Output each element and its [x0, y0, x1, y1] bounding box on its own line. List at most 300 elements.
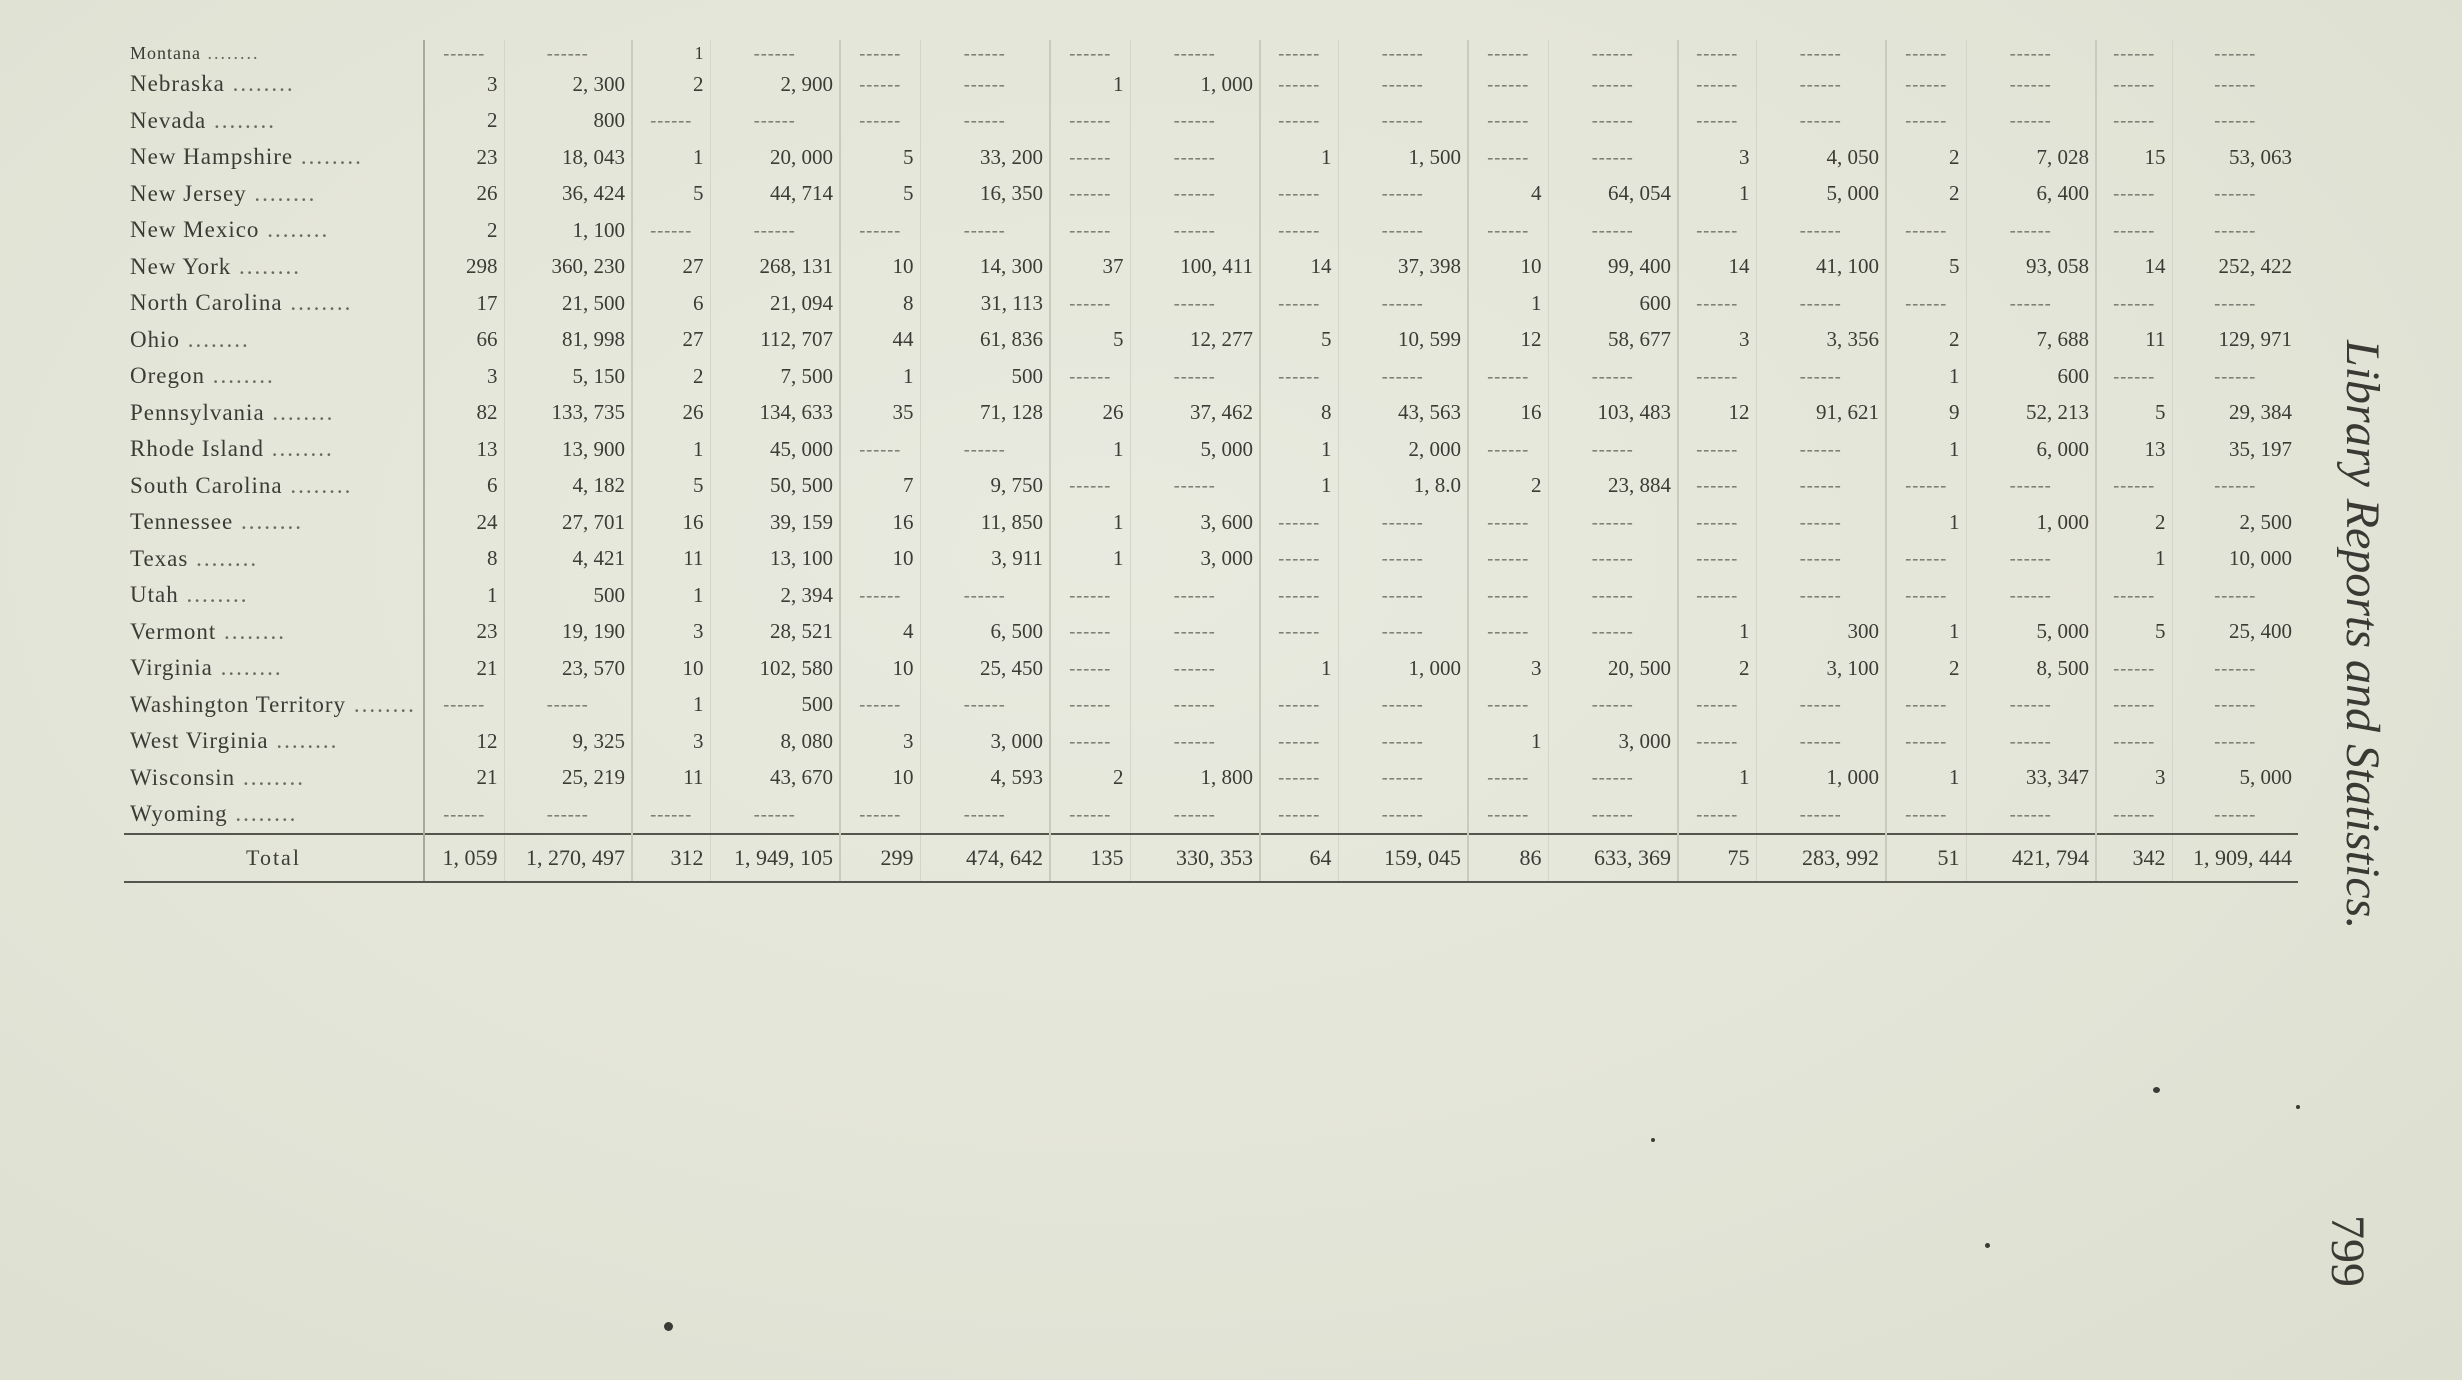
table-cell: 500	[504, 577, 632, 614]
empty-cell: ------	[1548, 40, 1678, 66]
table-cell: 1, 000	[1338, 650, 1468, 687]
empty-cell: ------	[710, 212, 840, 249]
table-row	[124, 504, 2298, 541]
table-cell: 600	[1548, 285, 1678, 322]
table-cell: 7, 028	[1966, 139, 2096, 176]
empty-cell: ------	[632, 796, 710, 834]
table-cell: 1, 000	[1966, 504, 2096, 541]
dot-leader: ........	[204, 363, 275, 389]
table-cell: 2	[2096, 504, 2172, 541]
table-cell: 2	[1050, 760, 1130, 797]
dot-leader: ........	[212, 655, 283, 681]
table-cell: 21, 094	[710, 285, 840, 322]
table-cell: 14	[1678, 249, 1756, 286]
table-row	[124, 796, 2298, 834]
empty-cell: ------	[1050, 723, 1130, 760]
empty-cell: ------	[1050, 358, 1130, 395]
table-cell: 2, 900	[710, 66, 840, 103]
empty-cell: ------	[1260, 358, 1338, 395]
dot-leader: ........	[224, 71, 295, 97]
table-cell: 8	[840, 285, 920, 322]
table-cell: 20, 500	[1548, 650, 1678, 687]
table-cell: 23	[424, 139, 504, 176]
table-cell: 8, 080	[710, 723, 840, 760]
empty-cell: ------	[1966, 66, 2096, 103]
table-cell: 10	[840, 760, 920, 797]
state-name	[124, 468, 424, 505]
empty-cell: ------	[710, 103, 840, 140]
state-name	[124, 285, 424, 322]
empty-cell: ------	[1468, 796, 1548, 834]
empty-cell: ------	[1260, 504, 1338, 541]
table-cell: 28, 521	[710, 614, 840, 651]
table-cell: 102, 580	[710, 650, 840, 687]
empty-cell: ------	[1548, 796, 1678, 834]
empty-cell: ------	[1260, 103, 1338, 140]
table-cell: 2	[1886, 322, 1966, 359]
empty-cell: ------	[1050, 796, 1130, 834]
empty-cell: ------	[840, 687, 920, 724]
empty-cell: ------	[1886, 212, 1966, 249]
empty-cell: ------	[1130, 358, 1260, 395]
table-row	[124, 760, 2298, 797]
empty-cell: ------	[1548, 687, 1678, 724]
empty-cell: ------	[1886, 577, 1966, 614]
table-cell: 6, 000	[1966, 431, 2096, 468]
print-speck	[664, 1322, 673, 1331]
empty-cell: ------	[840, 103, 920, 140]
table-cell: 2, 000	[1338, 431, 1468, 468]
print-speck	[2296, 1105, 2300, 1109]
state-name	[124, 212, 424, 249]
table-cell: 5	[1886, 249, 1966, 286]
empty-cell: ------	[2172, 212, 2298, 249]
table-cell: 7	[840, 468, 920, 505]
empty-cell: ------	[1966, 687, 2096, 724]
empty-cell: ------	[1756, 468, 1886, 505]
empty-cell: ------	[1260, 723, 1338, 760]
empty-cell: ------	[1050, 687, 1130, 724]
table-cell: 41, 100	[1756, 249, 1886, 286]
total-label	[124, 834, 424, 882]
empty-cell: ------	[920, 66, 1050, 103]
table-cell: 10	[840, 249, 920, 286]
table-cell: 6, 400	[1966, 176, 2096, 213]
empty-cell: ------	[1338, 212, 1468, 249]
table-row	[124, 541, 2298, 578]
state-name-text: New Hampshire	[130, 144, 294, 170]
table-cell: 6, 500	[920, 614, 1050, 651]
table-cell: 91, 621	[1756, 395, 1886, 432]
state-name	[124, 650, 424, 687]
empty-cell: ------	[1756, 541, 1886, 578]
table-row	[124, 687, 2298, 724]
table-cell: 61, 836	[920, 322, 1050, 359]
empty-cell: ------	[1548, 541, 1678, 578]
empty-cell: ------	[1338, 760, 1468, 797]
table-cell: 5	[2096, 614, 2172, 651]
table-body	[124, 40, 2298, 882]
empty-cell: ------	[1678, 40, 1756, 66]
table-cell: 4	[840, 614, 920, 651]
state-name-text: Oregon	[130, 363, 205, 389]
empty-cell: ------	[1678, 66, 1756, 103]
table-cell: 1	[1678, 614, 1756, 651]
table-cell: 133, 735	[504, 395, 632, 432]
empty-cell: ------	[1966, 212, 2096, 249]
table-cell: 8, 500	[1966, 650, 2096, 687]
empty-cell: ------	[1678, 358, 1756, 395]
empty-cell: ------	[1756, 212, 1886, 249]
table-cell: 4, 050	[1756, 139, 1886, 176]
empty-cell: ------	[1548, 760, 1678, 797]
table-cell: 20, 000	[710, 139, 840, 176]
empty-cell: ------	[1260, 66, 1338, 103]
table-cell: 21, 500	[504, 285, 632, 322]
table-cell: 1	[632, 40, 710, 66]
table-row	[124, 614, 2298, 651]
empty-cell: ------	[1130, 614, 1260, 651]
table-cell: 1	[632, 577, 710, 614]
empty-cell: ------	[2096, 285, 2172, 322]
table-cell: 600	[1966, 358, 2096, 395]
empty-cell: ------	[840, 577, 920, 614]
table-cell: 1	[1260, 139, 1338, 176]
table-cell: 100, 411	[1130, 249, 1260, 286]
table-cell: 16	[1468, 395, 1548, 432]
dot-leader: ........	[346, 691, 416, 717]
table-cell: 9, 325	[504, 723, 632, 760]
table-cell: 135	[1050, 834, 1130, 882]
table-cell: 3	[424, 358, 504, 395]
empty-cell: ------	[1886, 541, 1966, 578]
empty-cell: ------	[1966, 723, 2096, 760]
empty-cell: ------	[1338, 358, 1468, 395]
empty-cell: ------	[1468, 139, 1548, 176]
table-cell: 3, 600	[1130, 504, 1260, 541]
table-cell: 1, 8.0	[1338, 468, 1468, 505]
empty-cell: ------	[504, 687, 632, 724]
table-row	[124, 66, 2298, 103]
empty-cell: ------	[840, 212, 920, 249]
table-cell: 13, 900	[504, 431, 632, 468]
empty-cell: ------	[1260, 796, 1338, 834]
table-cell: 4	[1468, 176, 1548, 213]
empty-cell: ------	[1678, 468, 1756, 505]
empty-cell: ------	[1756, 103, 1886, 140]
table-cell: 1	[1886, 504, 1966, 541]
table-cell: 99, 400	[1548, 249, 1678, 286]
table-cell: 24	[424, 504, 504, 541]
table-row	[124, 358, 2298, 395]
table-cell: 86	[1468, 834, 1548, 882]
empty-cell: ------	[710, 40, 840, 66]
dot-leader: ........	[264, 399, 335, 425]
empty-cell: ------	[1338, 723, 1468, 760]
table-cell: 10, 000	[2172, 541, 2298, 578]
empty-cell: ------	[1756, 285, 1886, 322]
table-cell: 44	[840, 322, 920, 359]
table-cell: 3, 100	[1756, 650, 1886, 687]
table-cell: 1	[632, 431, 710, 468]
page-number: 799	[2321, 1215, 2374, 1287]
dot-leader: ........	[293, 144, 363, 170]
table-row	[124, 285, 2298, 322]
table-cell: 35	[840, 395, 920, 432]
table-cell: 1	[1050, 431, 1130, 468]
table-cell: 633, 369	[1548, 834, 1678, 882]
table-cell: 10	[840, 541, 920, 578]
table-cell: 1, 949, 105	[710, 834, 840, 882]
empty-cell: ------	[920, 103, 1050, 140]
table-cell: 1	[1050, 504, 1130, 541]
dot-leader: ........	[259, 217, 330, 243]
empty-cell: ------	[1678, 723, 1756, 760]
empty-cell: ------	[1130, 796, 1260, 834]
empty-cell: ------	[1966, 103, 2096, 140]
table-cell: 11	[632, 541, 710, 578]
empty-cell: ------	[1260, 577, 1338, 614]
state-name	[124, 577, 424, 614]
table-cell: 1, 100	[504, 212, 632, 249]
table-cell: 23, 884	[1548, 468, 1678, 505]
state-name-text: Nebraska	[130, 71, 225, 97]
table-cell: 27	[632, 249, 710, 286]
state-name-text: Virginia	[130, 655, 213, 681]
table-cell: 19, 190	[504, 614, 632, 651]
empty-cell: ------	[1338, 103, 1468, 140]
table-cell: 1	[1050, 66, 1130, 103]
state-name-text: Montana	[130, 42, 201, 63]
table-cell: 3	[424, 66, 504, 103]
table-cell: 500	[710, 687, 840, 724]
table-cell: 5, 000	[1130, 431, 1260, 468]
table-cell: 1	[1886, 431, 1966, 468]
table-cell: 26	[424, 176, 504, 213]
empty-cell: ------	[1468, 577, 1548, 614]
table-cell: 5, 000	[1966, 614, 2096, 651]
table-cell: 12, 277	[1130, 322, 1260, 359]
empty-cell: ------	[1756, 358, 1886, 395]
dot-leader: ........	[282, 472, 353, 498]
empty-cell: ------	[2096, 577, 2172, 614]
state-name	[124, 322, 424, 359]
empty-cell: ------	[1756, 504, 1886, 541]
empty-cell: ------	[1130, 212, 1260, 249]
table-cell: 3	[840, 723, 920, 760]
empty-cell: ------	[2172, 66, 2298, 103]
table-cell: 1	[1050, 541, 1130, 578]
empty-cell: ------	[1050, 103, 1130, 140]
print-speck	[1651, 1138, 1655, 1142]
empty-cell: ------	[1548, 212, 1678, 249]
empty-cell: ------	[1468, 66, 1548, 103]
table-cell: 25, 219	[504, 760, 632, 797]
state-name	[124, 687, 424, 724]
table-cell: 8	[1260, 395, 1338, 432]
table-cell: 11	[2096, 322, 2172, 359]
empty-cell: ------	[1338, 687, 1468, 724]
empty-cell: ------	[1338, 614, 1468, 651]
table-cell: 2, 500	[2172, 504, 2298, 541]
empty-cell: ------	[1678, 431, 1756, 468]
table-cell: 10	[840, 650, 920, 687]
table-cell: 129, 971	[2172, 322, 2298, 359]
table-cell: 2	[1886, 176, 1966, 213]
empty-cell: ------	[1548, 577, 1678, 614]
table-cell: 43, 563	[1338, 395, 1468, 432]
empty-cell: ------	[1338, 796, 1468, 834]
table-cell: 29, 384	[2172, 395, 2298, 432]
empty-cell: ------	[1548, 358, 1678, 395]
table-cell: 10, 599	[1338, 322, 1468, 359]
empty-cell: ------	[1130, 468, 1260, 505]
table-cell: 21	[424, 650, 504, 687]
table-cell: 2	[424, 103, 504, 140]
table-cell: 14	[1260, 249, 1338, 286]
table-cell: 23	[424, 614, 504, 651]
state-name-text: Wisconsin	[130, 764, 236, 790]
table-cell: 16, 350	[920, 176, 1050, 213]
empty-cell: ------	[710, 796, 840, 834]
empty-cell: ------	[2096, 40, 2172, 66]
table-cell: 1	[632, 139, 710, 176]
dot-leader: ........	[264, 436, 334, 462]
table-row	[124, 723, 2298, 760]
state-name	[124, 40, 424, 66]
state-name-text: Wyoming	[130, 801, 228, 827]
table-cell: 1, 800	[1130, 760, 1260, 797]
table-cell: 1	[1678, 760, 1756, 797]
empty-cell: ------	[504, 40, 632, 66]
dot-leader: ........	[216, 618, 286, 644]
state-name	[124, 723, 424, 760]
table-cell: 5	[840, 176, 920, 213]
table-cell: 11, 850	[920, 504, 1050, 541]
dot-leader: ........	[178, 582, 249, 608]
empty-cell: ------	[1548, 66, 1678, 103]
empty-cell: ------	[1886, 66, 1966, 103]
empty-cell: ------	[2096, 687, 2172, 724]
table-cell: 1	[1678, 176, 1756, 213]
table-cell: 13, 100	[710, 541, 840, 578]
empty-cell: ------	[920, 431, 1050, 468]
table-cell: 1, 000	[1130, 66, 1260, 103]
table-cell: 15	[2096, 139, 2172, 176]
empty-cell: ------	[1756, 687, 1886, 724]
table-cell: 43, 670	[710, 760, 840, 797]
table-cell: 26	[632, 395, 710, 432]
empty-cell: ------	[840, 796, 920, 834]
empty-cell: ------	[1886, 723, 1966, 760]
table-cell: 27	[632, 322, 710, 359]
table-cell: 3	[1678, 139, 1756, 176]
empty-cell: ------	[2096, 468, 2172, 505]
table-cell: 44, 714	[710, 176, 840, 213]
state-name	[124, 66, 424, 103]
empty-cell: ------	[2096, 212, 2172, 249]
empty-cell: ------	[1050, 577, 1130, 614]
empty-cell: ------	[2172, 723, 2298, 760]
dot-leader: ........	[231, 253, 302, 279]
table-cell: 2	[1886, 650, 1966, 687]
empty-cell: ------	[1050, 614, 1130, 651]
table-cell: 252, 422	[2172, 249, 2298, 286]
empty-cell: ------	[1130, 577, 1260, 614]
table-cell: 1, 500	[1338, 139, 1468, 176]
empty-cell: ------	[1468, 212, 1548, 249]
state-name-text: Rhode Island	[130, 436, 265, 462]
empty-cell: ------	[2096, 66, 2172, 103]
table-cell: 11	[632, 760, 710, 797]
empty-cell: ------	[1050, 40, 1130, 66]
table-cell: 3	[632, 614, 710, 651]
table-cell: 8	[424, 541, 504, 578]
dot-leader: ........	[282, 290, 353, 316]
empty-cell: ------	[1338, 176, 1468, 213]
empty-cell: ------	[1338, 577, 1468, 614]
empty-cell: ------	[1886, 40, 1966, 66]
table-cell: 75	[1678, 834, 1756, 882]
empty-cell: ------	[1260, 541, 1338, 578]
table-cell: 7, 688	[1966, 322, 2096, 359]
table-cell: 51	[1886, 834, 1966, 882]
empty-cell: ------	[1678, 541, 1756, 578]
table-row	[124, 176, 2298, 213]
dot-leader: ........	[233, 509, 303, 535]
empty-cell: ------	[1756, 796, 1886, 834]
dot-leader: ........	[268, 728, 339, 754]
table-cell: 31, 113	[920, 285, 1050, 322]
table-cell: 300	[1756, 614, 1886, 651]
table-row	[124, 40, 2298, 66]
empty-cell: ------	[1678, 577, 1756, 614]
dot-leader: ........	[188, 545, 259, 571]
state-name	[124, 614, 424, 651]
empty-cell: ------	[1130, 176, 1260, 213]
state-name	[124, 760, 424, 797]
state-name	[124, 176, 424, 213]
table-cell: 283, 992	[1756, 834, 1886, 882]
table-cell: 5	[1260, 322, 1338, 359]
table-cell: 299	[840, 834, 920, 882]
table-cell: 330, 353	[1130, 834, 1260, 882]
table-cell: 9	[1886, 395, 1966, 432]
empty-cell: ------	[2096, 796, 2172, 834]
table-cell: 421, 794	[1966, 834, 2096, 882]
state-name	[124, 103, 424, 140]
table-cell: 312	[632, 834, 710, 882]
table-cell: 3	[632, 723, 710, 760]
table-cell: 1	[1260, 650, 1338, 687]
table-cell: 7, 500	[710, 358, 840, 395]
table-cell: 500	[920, 358, 1050, 395]
state-name-text: Total	[246, 844, 301, 870]
state-name	[124, 796, 424, 834]
table-cell: 13	[424, 431, 504, 468]
table-cell: 66	[424, 322, 504, 359]
empty-cell: ------	[2172, 796, 2298, 834]
empty-cell: ------	[1260, 760, 1338, 797]
empty-cell: ------	[1886, 285, 1966, 322]
table-row	[124, 103, 2298, 140]
empty-cell: ------	[1678, 285, 1756, 322]
empty-cell: ------	[424, 796, 504, 834]
empty-cell: ------	[1468, 541, 1548, 578]
table-cell: 3, 000	[1548, 723, 1678, 760]
empty-cell: ------	[424, 40, 504, 66]
table-cell: 1	[424, 577, 504, 614]
